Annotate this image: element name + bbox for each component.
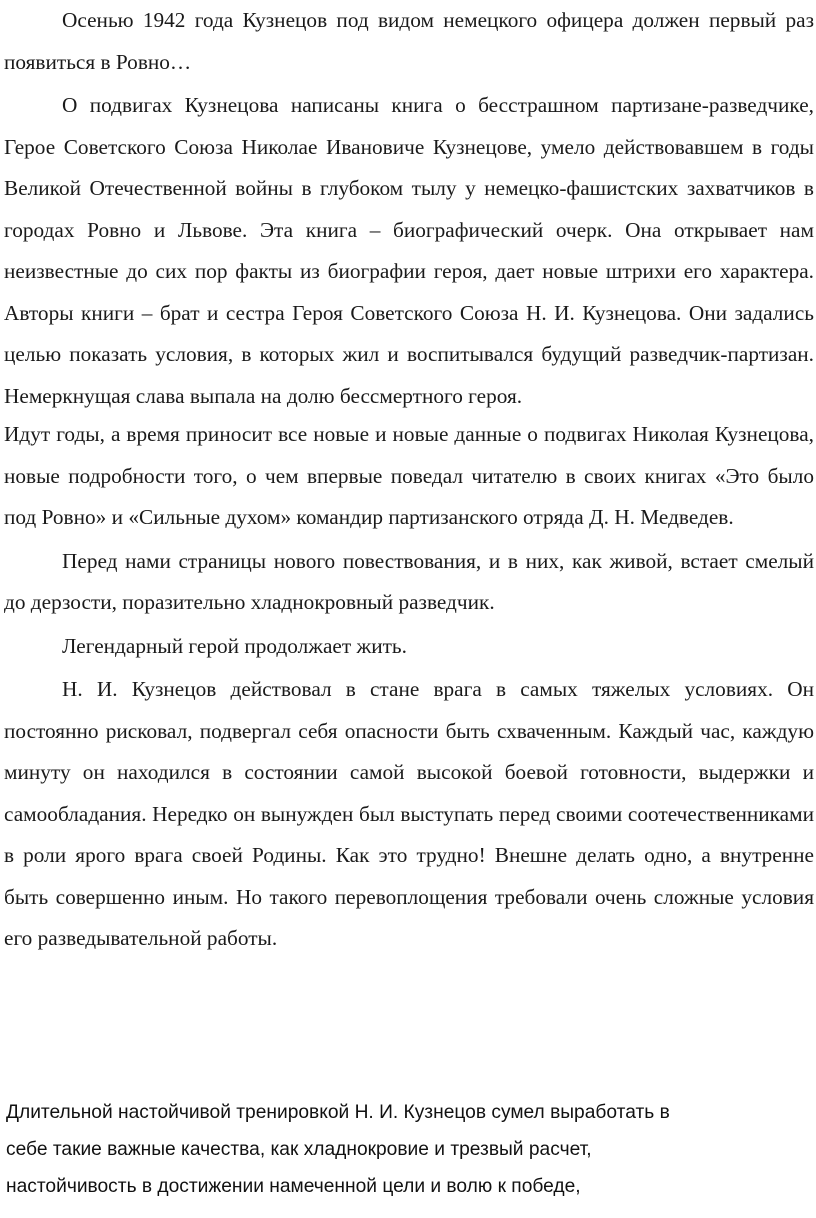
paragraph-1: Осенью 1942 года Кузнецов под видом немецкого офицера должен первый раз появиться в Ровно… [4, 8, 814, 74]
sans-line-3: настойчивость в достижении намеченной цели и волю к победе, [6, 1176, 581, 1197]
sans-line-2: себе такие важные качества, как хладнокровие и трезвый расчет, [6, 1139, 592, 1160]
paragraph-4: Перед нами страницы нового повествования, и в них, как живой, встает смелый до дерзости, поразительно хладнокровный разведчик. [4, 548, 814, 614]
paragraph-2: О подвигах Кузнецова написаны книга о бесстрашном партизане-разведчике, Герое Советского Союза Николае Ивановиче Кузнецове, умело действовавшем в годы Великой Отечественной войны в глубоком тылу у немецко-фашистских захватчиков в городах Ровно и Львове. Эта книга – биографический очерк. Она открывает нам неизвестные до сих пор факты из биографии героя, дает новые штрихи его характера. Авторы книги – брат и сестра Героя Советского Союза Н. И. Кузнецова. Они задались целью показать условия, в которых жил и воспитывался будущий разведчик-партизан. Немеркнущая слава выпала на долю бессмертного героя. [4, 93, 814, 408]
sans-line-1: Длительной настойчивой тренировкой Н. И. Кузнецов сумел выработать в [6, 1102, 670, 1123]
paragraph-5: Легендарный герой продолжает жить. [62, 633, 407, 658]
sans-paragraph [0, 1094, 816, 1205]
paragraph-3: Идут годы, а время приносит все новые и новые данные о подвигах Николая Кузнецова, новые подробности того, о чем впервые поведал читателю в своих книгах «Это было под Ровно» и «Сильные духом» командир партизанского отряда Д. Н. Медведев. [4, 422, 814, 529]
paragraph-6: Н. И. Кузнецов действовал в стане врага в самых тяжелых условиях. Он постоянно рисковал, подвергал себя опасности быть схваченным. Каждый час, каждую минуту он находился в состоянии самой высокой боевой готовности, выдержки и самообладания. Нередко он вынужден был выступать перед своими соотечественниками в роли ярого врага своей Родины. Как это трудно! Внешне делать одно, а внутренне быть совершенно иным. Но такого перевоплощения требовали очень сложные условия его разведывательной работы. [4, 677, 814, 950]
